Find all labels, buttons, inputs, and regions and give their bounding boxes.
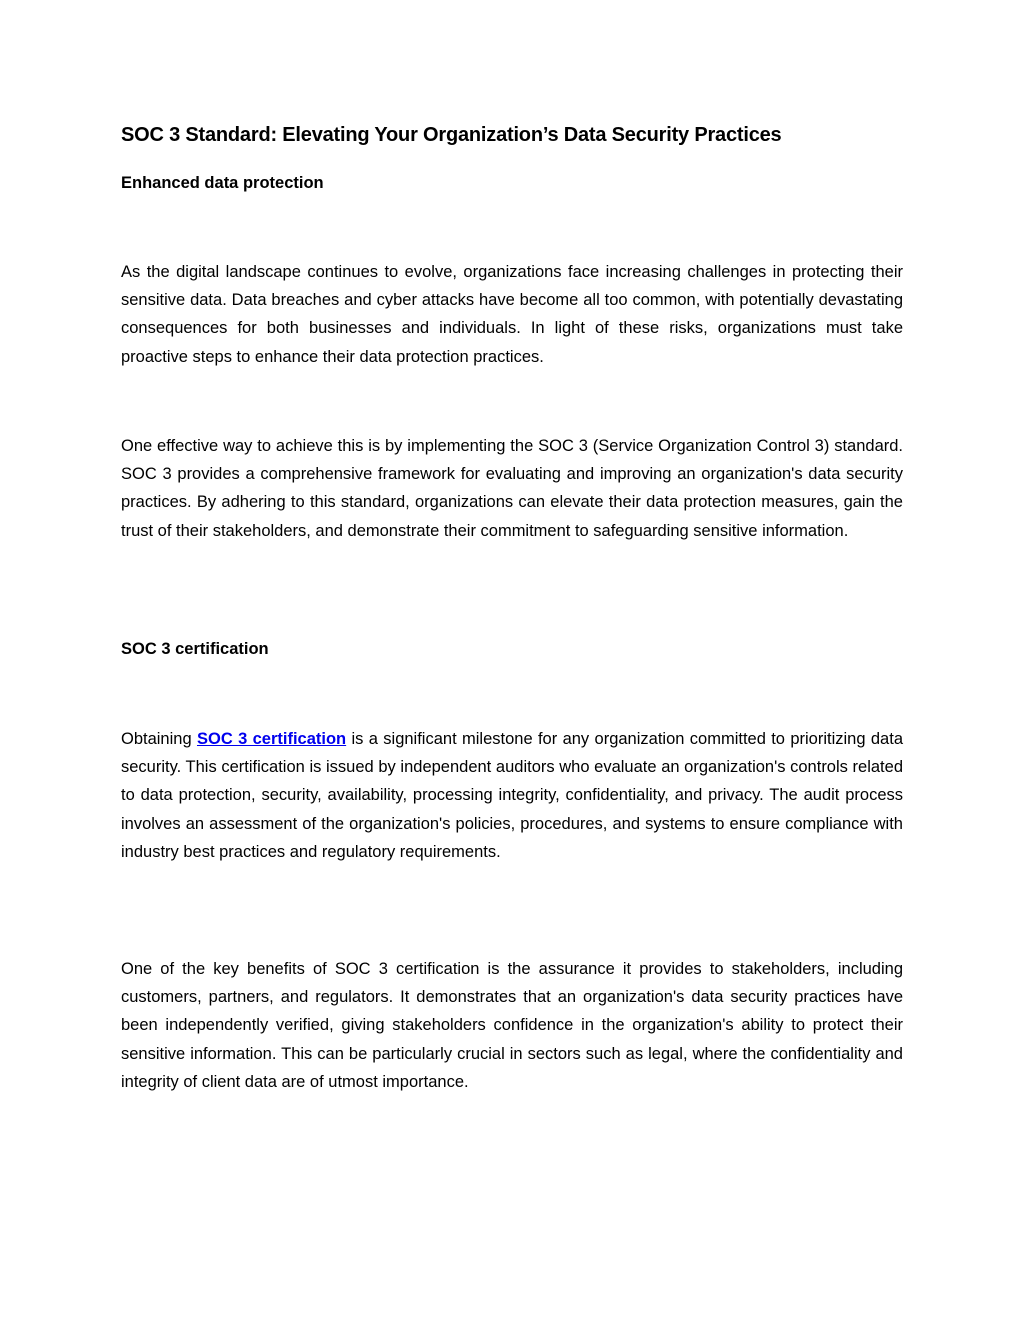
paragraph-key-benefits: One of the key benefits of SOC 3 certification is the assurance it provides to stakeholders, including customers, partners, and regulators. It demonstrates that an organization's data security practices have been independently verified, giving stakeholders confidence in the organization's ability to protect their sensitive information. This can be particularly crucial in sectors such as legal, where the confidentiality and integrity of client data are of utmost importance. xyxy=(121,960,903,1091)
soc3-certification-link[interactable]: SOC 3 certification xyxy=(196,730,347,748)
paragraph-text-after-link: is a significant milestone for any organization committed to prioritizing data security. This certification is issued by independent auditors who evaluate an organization's controls related to data protection, security, availability, processing integrity, confidentiality, and privacy. The audit process involves an assessment of the organization's policies, procedures, and systems to ensure compliance with industry best practices and regulatory requirements. xyxy=(121,730,903,861)
paragraph-soc3-implementation: One effective way to achieve this is by implementing the SOC 3 (Service Organization Control 3) standard. SOC 3 provides a comprehensive framework for evaluating and improving an organization's data security practices. By adhering to this standard, organizations can elevate their data protection measures, gain the trust of their stakeholders, and demonstrate their commitment to safeguarding sensitive information. xyxy=(121,437,903,540)
paragraph-obtaining-certification xyxy=(121,725,903,866)
section-heading-enhanced-data-protection: Enhanced data protection xyxy=(121,174,324,192)
paragraph-digital-landscape: As the digital landscape continues to evolve, organizations face increasing challenges in protecting their sensitive data. Data breaches and cyber attacks have become all too common, with potentially devastating consequences for both businesses and individuals. In light of these risks, organizations must take proactive steps to enhance their data protection practices. xyxy=(121,263,903,366)
section-heading-soc3-certification: SOC 3 certification xyxy=(121,640,269,658)
page-title: SOC 3 Standard: Elevating Your Organization’s Data Security Practices xyxy=(121,124,782,146)
paragraph-text-before-link: Obtaining xyxy=(121,730,197,748)
